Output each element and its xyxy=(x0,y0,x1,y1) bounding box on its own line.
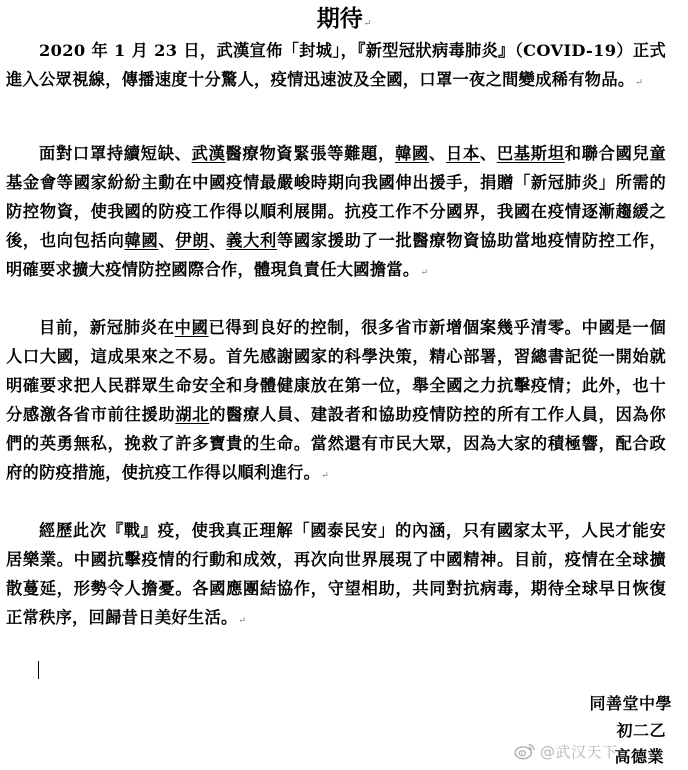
paragraph-text: 醫療物資緊張等難題， xyxy=(225,144,396,163)
paragraph-text: 的醫療人員、建設者和協助疫情防控的所有工作人員，因為你們的英勇無私，挽救了許多寶貴的生命。當然還有市民大眾，因為大家的積極響，配合政府的防疫措施，使抗疫工作得以順利進行。 xyxy=(6,405,667,483)
paragraph-mark-icon: ↵ xyxy=(363,19,372,29)
paragraph-mark-icon: ↵ xyxy=(420,268,428,279)
document-title xyxy=(0,4,688,39)
paragraph-2 xyxy=(6,139,666,288)
underlined-place-name: 韓國 xyxy=(395,144,430,163)
underlined-place-name: 武漢 xyxy=(191,144,226,163)
paragraph-text: 、 xyxy=(479,144,497,163)
signature-name: 高德業 xyxy=(614,747,664,766)
paragraph-text: 目前，新冠肺炎在 xyxy=(39,318,175,337)
underlined-place-name: 湖北 xyxy=(175,405,210,425)
underlined-place-name: 巴基斯坦 xyxy=(496,144,565,163)
signature-class: 初二乙 xyxy=(616,721,666,740)
paragraph-mark-icon: ↵ xyxy=(635,78,643,89)
paragraph-mark-icon: ↵ xyxy=(321,471,329,482)
paragraph-mark-icon: ↵ xyxy=(238,616,247,627)
paragraph-text: 已得到良好的控制，很多省市新增個案幾乎清零。中國是一個人口大國，這成果來之不易。首先感謝國家的科學決策，精心部署，習總書記從一開始就明確要求把人民群眾生命安全和身體健康放在第一位，舉全國之力抗擊疫情；此外，也十分感激各省市前往援助 xyxy=(6,318,666,425)
paragraph-text: 和聯合國兒童基金會等國家紛紛主動在中國疫情最嚴峻時期向我國伸出援手，捐贈「新冠肺炎」所需的防控物資，使我國的防疫工作得以順利展開。抗疫工作不分國界，我國在疫情逐漸趨緩之後，也向包括向 xyxy=(6,144,667,251)
underlined-place-name: 伊朗 xyxy=(175,231,210,251)
paragraph-text: 等國家援助了一批醫療物資協助當地疫情防控工作，明確要求擴大疫情防控國際合作，體現負責任大國擔當。 xyxy=(6,231,666,280)
weibo-icon xyxy=(514,742,536,760)
paragraph-text: 、 xyxy=(158,231,176,251)
text-cursor[interactable] xyxy=(38,661,39,679)
title-text: 期待 xyxy=(316,5,363,32)
paragraph-text: 面對口罩持續短缺、 xyxy=(39,144,192,163)
paragraph-text: 、 xyxy=(429,144,446,163)
paragraph-text: 2020 年 1 月 23 日，武漢宣佈「封城」，『新型冠狀病毒肺炎』（COVID-19）正式進入公眾視線，傳播速度十分驚人，疫情迅速波及全國，口罩一夜之間變成稀有物品。 xyxy=(6,41,666,90)
underlined-place-name: 義大利 xyxy=(226,231,277,251)
paragraph-3 xyxy=(6,313,666,492)
underlined-place-name: 韓國 xyxy=(124,231,159,251)
paragraph-1 xyxy=(6,36,666,98)
paragraph-text: 、 xyxy=(209,231,227,251)
watermark-text: @武汉天下 xyxy=(540,742,618,761)
paragraph-4 xyxy=(6,516,666,636)
paragraph-text: 經歷此次『戰』疫，使我真正理解「國泰民安」的內涵，只有國家太平，人民才能安居樂業。中國抗擊疫情的行動和成效，再次向世界展現了中國精神。目前，疫情在全球擴散蔓延，形勢令人擔憂。各國應團結協作，守望相助，共同對抗病毒，期待全球早日恢復正常秩序，回歸昔日美好生活。 xyxy=(6,521,666,628)
underlined-place-name: 中國 xyxy=(174,318,209,337)
signature-school: 同善堂中學 xyxy=(589,694,672,713)
underlined-place-name: 日本 xyxy=(445,144,480,163)
